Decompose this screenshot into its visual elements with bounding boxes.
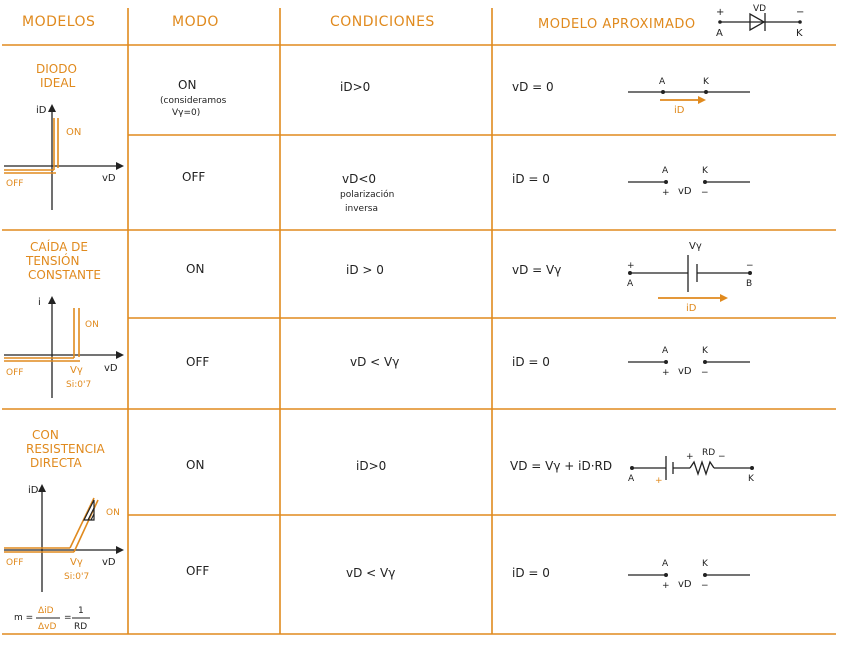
model-name-line: DIRECTA [30, 456, 82, 470]
header-condiciones: CONDICIONES [330, 14, 435, 30]
modo-off: OFF [186, 564, 210, 578]
circuit-b: B [746, 279, 753, 289]
condicion: polarización [340, 190, 395, 200]
circuit-minus: − [746, 261, 754, 271]
modo-on: ON [186, 458, 205, 472]
circuit-a: A [662, 346, 669, 356]
formula-num2: 1 [78, 606, 84, 616]
condicion: iD>0 [356, 459, 387, 473]
header-symbol-vd: VD [753, 4, 767, 14]
circuit-vd: vD [678, 186, 692, 197]
graph-vg-label: Vγ [70, 365, 83, 376]
modo-note: Vγ=0) [172, 108, 201, 118]
circuit-plus: + [655, 476, 663, 486]
modo-on: ON [178, 78, 197, 92]
graph-off-label: OFF [6, 179, 24, 189]
circuit-vd: vD [678, 579, 692, 590]
header-symbol-plus: + [716, 7, 725, 18]
formula-eq: = [64, 613, 72, 623]
header-modelos: MODELOS [22, 14, 96, 30]
condicion: inversa [345, 204, 378, 214]
formula-m: m = [14, 613, 34, 623]
circuit-rd: RD [702, 448, 716, 458]
graph-si-label: Si:0'7 [64, 572, 90, 582]
circuit-a: A [659, 77, 666, 87]
model-name-line: CAÍDA DE [30, 240, 89, 254]
graph-y-label: iD [36, 105, 47, 116]
formula-num1: ΔiD [38, 606, 54, 616]
circuit-plus: + [662, 581, 670, 591]
model-name-line: TENSIÓN [26, 254, 80, 268]
circuit-minus: − [701, 581, 709, 591]
modelo-equation: iD = 0 [512, 172, 550, 186]
graph-off-label: OFF [6, 368, 24, 378]
modelo-equation: iD = 0 [512, 355, 550, 369]
formula-den1: ΔvD [38, 622, 57, 632]
condicion: iD > 0 [346, 263, 384, 277]
modelo-equation: vD = Vγ [512, 263, 562, 277]
circuit-a: A [662, 559, 669, 569]
circuit-vg: Vγ [689, 241, 702, 252]
circuit-plus: + [662, 368, 670, 378]
circuit-k: K [702, 559, 708, 569]
condicion: vD < Vγ [346, 566, 396, 580]
circuit-k: K [702, 166, 708, 176]
header-symbol-a: A [716, 28, 723, 39]
circuit-plus: + [627, 261, 635, 271]
modo-note: (consideramos [160, 96, 227, 106]
condicion: vD < Vγ [350, 355, 400, 369]
modo-off: OFF [186, 355, 210, 369]
header-symbol-k: K [796, 28, 803, 39]
circuit-k: K [703, 77, 709, 87]
modo-on: ON [186, 262, 205, 276]
header-symbol-minus: − [796, 7, 805, 18]
graph-x-label: vD [102, 173, 116, 184]
formula-den2: RD [74, 622, 88, 632]
circuit-a: A [628, 474, 635, 484]
graph-y-label: iD [28, 485, 39, 496]
model-name-line: CON [32, 428, 59, 442]
condicion: vD<0 [342, 172, 377, 186]
circuit-a: A [627, 279, 634, 289]
graph-y-label: i [38, 297, 41, 308]
graph-on-label: ON [106, 508, 120, 518]
graph-vg-label: Vγ [70, 557, 83, 568]
circuit-plus: + [686, 452, 694, 462]
model-name-line: RESISTENCIA [26, 442, 105, 456]
circuit-vd: vD [678, 366, 692, 377]
header-modelo-aproximado: MODELO APROXIMADO [538, 17, 696, 32]
circuit-current: iD [686, 303, 697, 314]
model-name-line: IDEAL [40, 76, 76, 90]
circuit-a: A [662, 166, 669, 176]
header-modo: MODO [172, 14, 219, 30]
modelo-equation: VD = Vγ + iD·RD [510, 459, 613, 473]
graph-x-label: vD [104, 363, 118, 374]
graph-si-label: Si:0'7 [66, 380, 92, 390]
model-name-line: CONSTANTE [28, 268, 101, 282]
modelo-equation: vD = 0 [512, 80, 554, 94]
circuit-k: K [748, 474, 754, 484]
graph-on-label: ON [85, 320, 99, 330]
model-name-line: DIODO [36, 62, 77, 76]
graph-x-label: vD [102, 557, 116, 568]
graph-off-label: OFF [6, 558, 24, 568]
graph-on-label: ON [66, 127, 82, 138]
circuit-plus: + [662, 188, 670, 198]
circuit-current: iD [674, 105, 685, 116]
circuit-minus: − [701, 188, 709, 198]
modelo-equation: iD = 0 [512, 566, 550, 580]
modo-off: OFF [182, 170, 206, 184]
condicion: iD>0 [340, 80, 371, 94]
circuit-k: K [702, 346, 708, 356]
circuit-minus: − [718, 452, 726, 462]
circuit-minus: − [701, 368, 709, 378]
